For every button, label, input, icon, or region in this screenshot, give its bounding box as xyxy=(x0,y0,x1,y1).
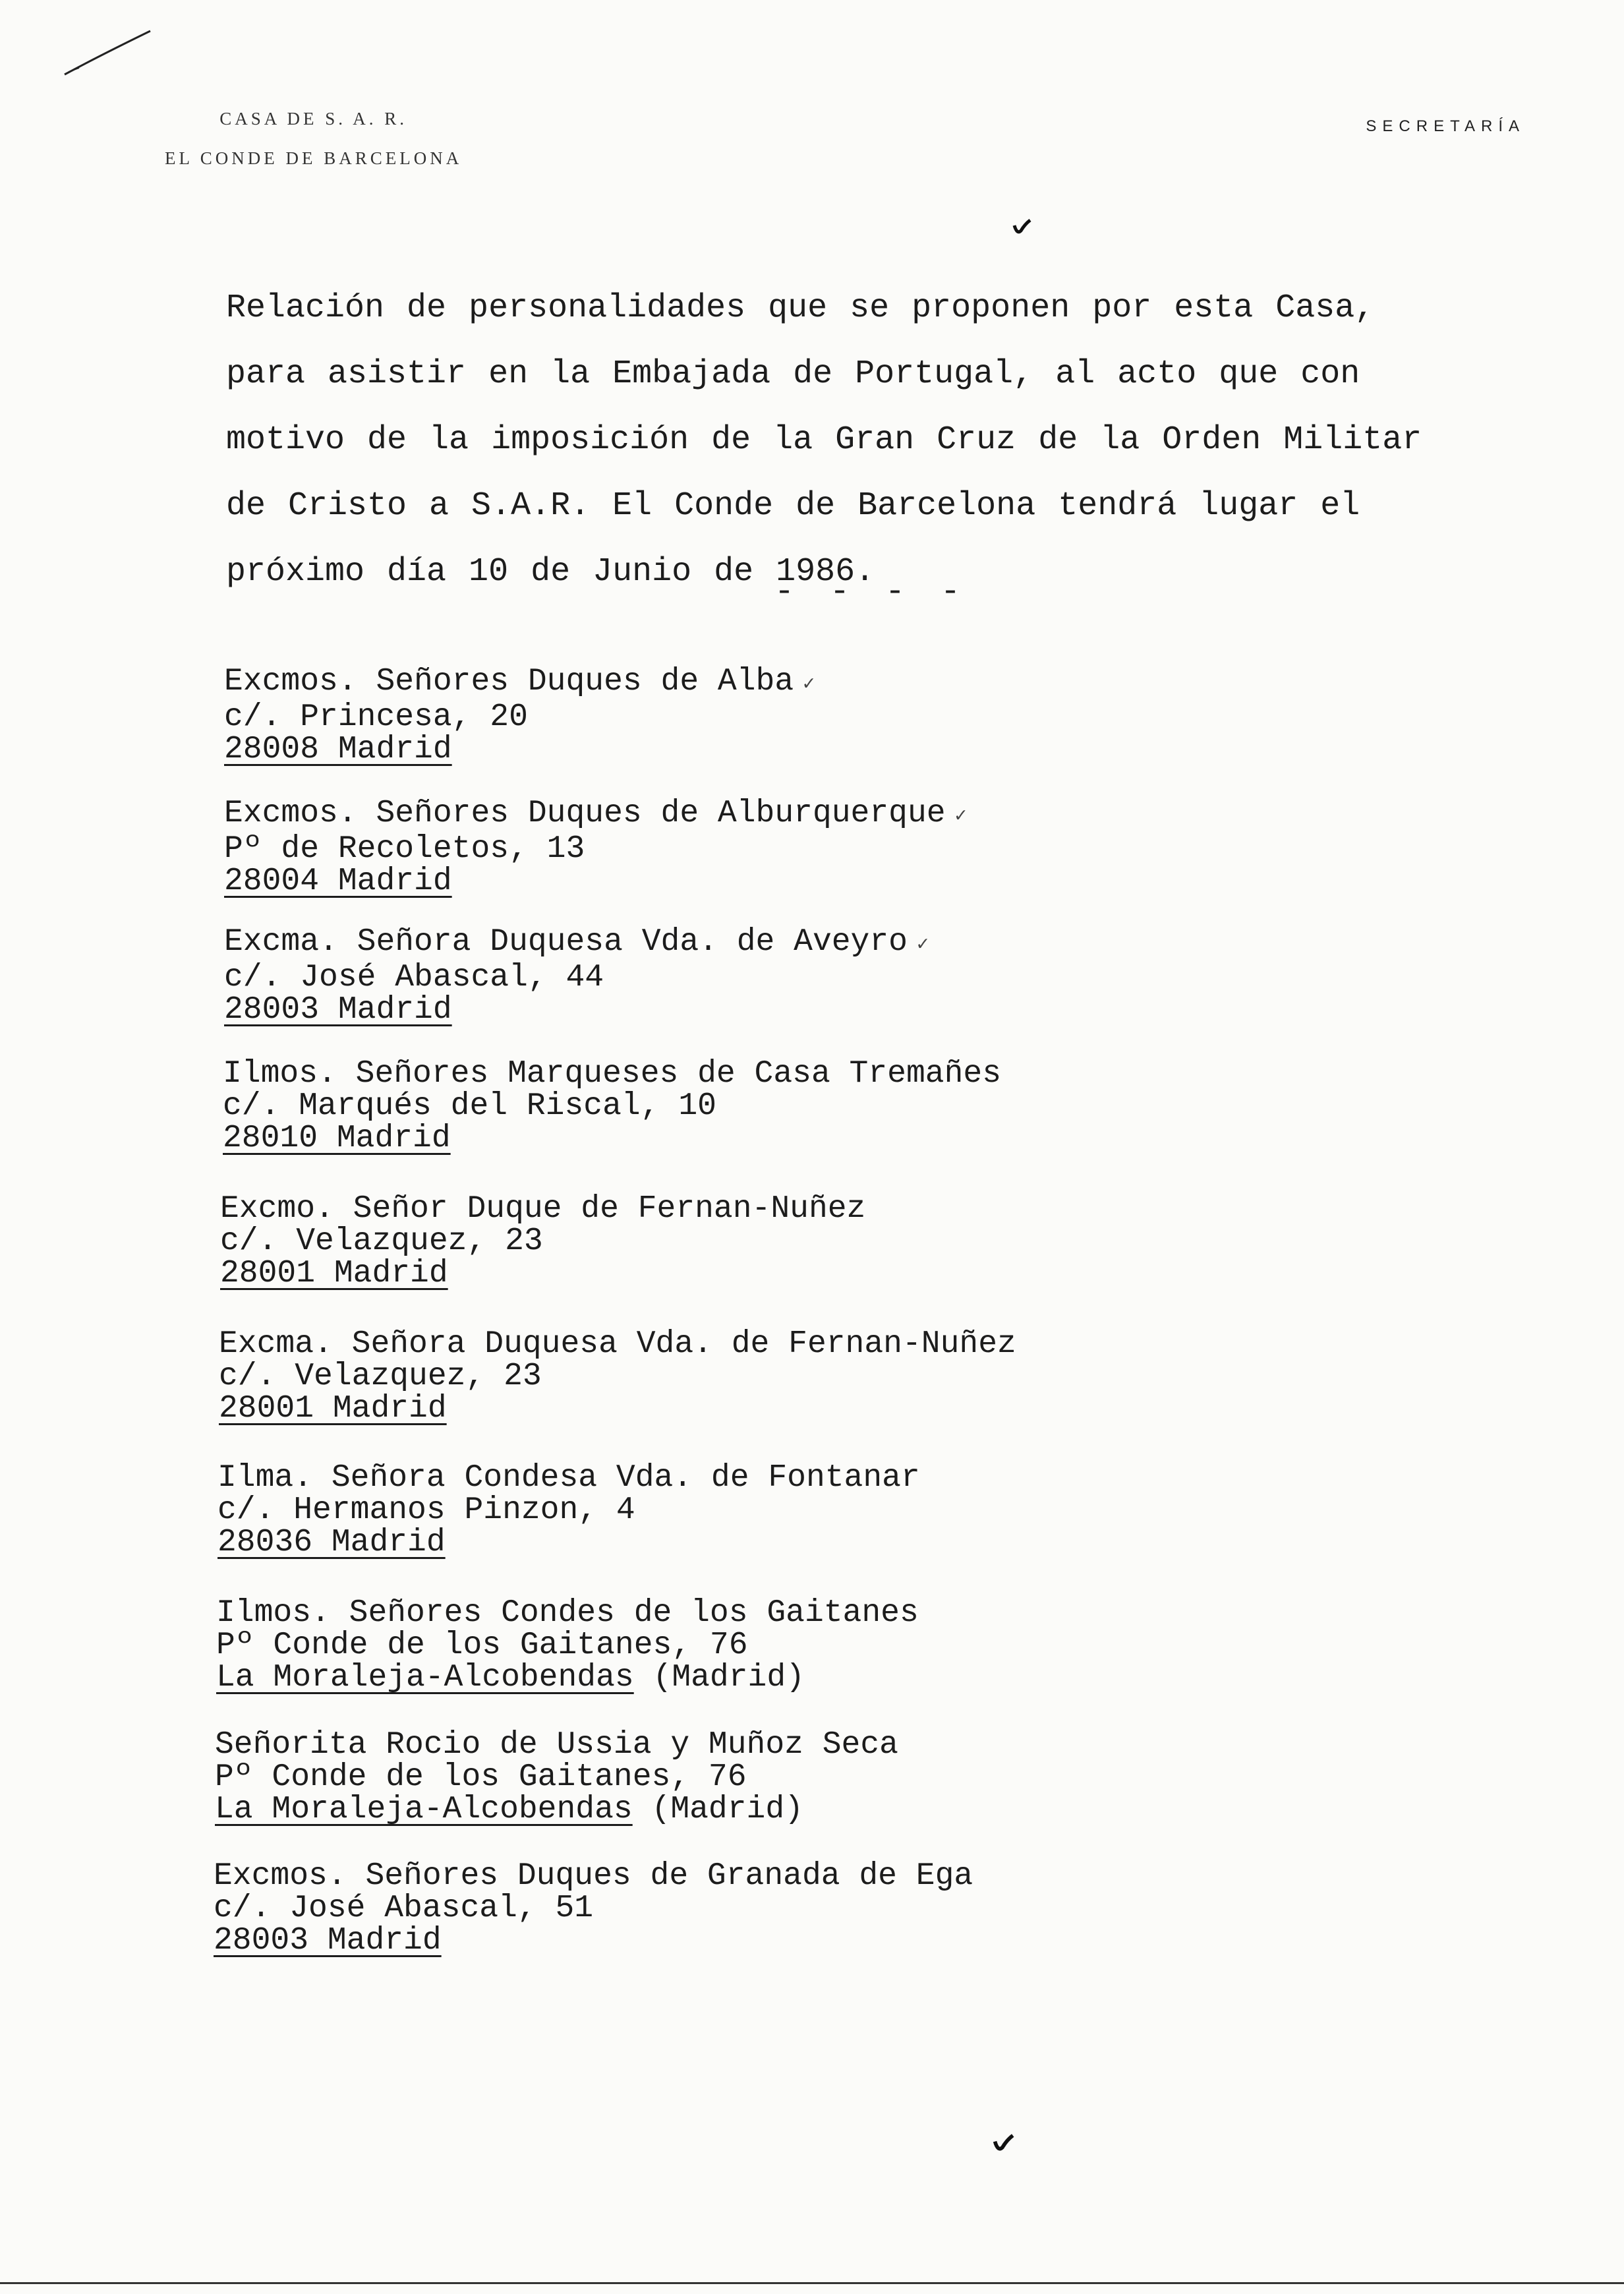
guest-address: Pº de Recoletos, 13 xyxy=(224,831,585,867)
guest-name: Ilmos. Señores Marqueses de Casa Tremañes xyxy=(223,1056,1001,1092)
guest-entry xyxy=(224,798,967,898)
guest-address: c/. Princesa, 20 xyxy=(224,699,528,735)
department-label: SECRETARÍA xyxy=(1366,117,1525,135)
ink-check-mark xyxy=(1012,218,1031,237)
guest-address: c/. Velazquez, 23 xyxy=(220,1223,543,1259)
guest-address: c/. Marqués del Riscal, 10 xyxy=(223,1088,716,1124)
guest-city: 28004 Madrid xyxy=(224,864,452,899)
guest-entry xyxy=(218,1462,920,1559)
guest-name: Excmos. Señores Duques de Alba xyxy=(224,664,794,699)
guest-address: Pº Conde de los Gaitanes, 76 xyxy=(216,1628,748,1663)
guest-address: c/. Hermanos Pinzon, 4 xyxy=(218,1492,635,1528)
guest-address: c/. José Abascal, 51 xyxy=(214,1891,594,1926)
pen-stroke-mark xyxy=(59,23,158,82)
guest-city-note: (Madrid) xyxy=(652,1660,805,1695)
guest-city: 28008 Madrid xyxy=(224,732,452,767)
guest-entry xyxy=(220,1193,865,1290)
guest-entry xyxy=(223,1058,1001,1155)
guest-name: Excmos. Señores Duques de Alburquerque xyxy=(224,796,946,831)
guest-name: Excma. Señora Duquesa Vda. de Fernan-Nuñez xyxy=(219,1326,1016,1362)
guest-entry xyxy=(219,1328,1016,1425)
guest-city: La Moraleja-Alcobendas xyxy=(215,1792,633,1827)
guest-city: 28003 Madrid xyxy=(224,992,452,1028)
guest-entry xyxy=(214,1860,973,1957)
guest-name: Excmo. Señor Duque de Fernan-Nuñez xyxy=(220,1191,866,1227)
guest-city: 28001 Madrid xyxy=(220,1256,448,1291)
ink-check-mark xyxy=(992,2132,1014,2155)
guest-name: Señorita Rocio de Ussia y Muñoz Seca xyxy=(215,1727,898,1763)
letterhead-line1: CASA DE S. A. R. xyxy=(219,109,408,129)
guest-city-note: (Madrid) xyxy=(651,1792,803,1827)
guest-entry xyxy=(224,926,929,1026)
separator: - - - - xyxy=(774,574,969,611)
guest-city: 28001 Madrid xyxy=(219,1391,447,1426)
guest-address: c/. José Abascal, 44 xyxy=(224,960,604,995)
guest-entry xyxy=(215,1729,898,1826)
guest-address: c/. Velazquez, 23 xyxy=(219,1359,542,1394)
tick-mark-icon: ✓ xyxy=(803,674,815,696)
guest-name: Ilma. Señora Condesa Vda. de Fontanar xyxy=(218,1460,920,1496)
guest-entry xyxy=(216,1597,919,1694)
guest-address: Pº Conde de los Gaitanes, 76 xyxy=(215,1759,747,1795)
guest-city: 28036 Madrid xyxy=(218,1525,446,1560)
guest-name: Ilmos. Señores Condes de los Gaitanes xyxy=(216,1595,919,1631)
guest-city: 28010 Madrid xyxy=(223,1121,451,1156)
letterhead xyxy=(165,99,462,178)
tick-mark-icon: ✓ xyxy=(954,806,967,828)
guest-city: 28003 Madrid xyxy=(214,1923,442,1958)
guest-name: Excmos. Señores Duques de Granada de Ega xyxy=(214,1858,973,1894)
guest-city: La Moraleja-Alcobendas xyxy=(216,1660,634,1695)
page-edge-line xyxy=(0,2282,1624,2284)
tick-mark-icon: ✓ xyxy=(916,934,929,956)
letterhead-line2: EL CONDE DE BARCELONA xyxy=(165,148,463,168)
intro-paragraph: Relación de personalidades que se proponen por esta Casa, para asistir en la Embajada de Portugal, al acto que con motivo de la imposición de la Gran Cruz de la Orden Militar de Cristo a S.A.R. El Conde de Barcelona tendrá lugar el próximo día 10 de Junio de 1986. xyxy=(226,289,1422,591)
guest-entry xyxy=(224,666,815,766)
guest-name: Excma. Señora Duquesa Vda. de Aveyro xyxy=(224,924,908,960)
